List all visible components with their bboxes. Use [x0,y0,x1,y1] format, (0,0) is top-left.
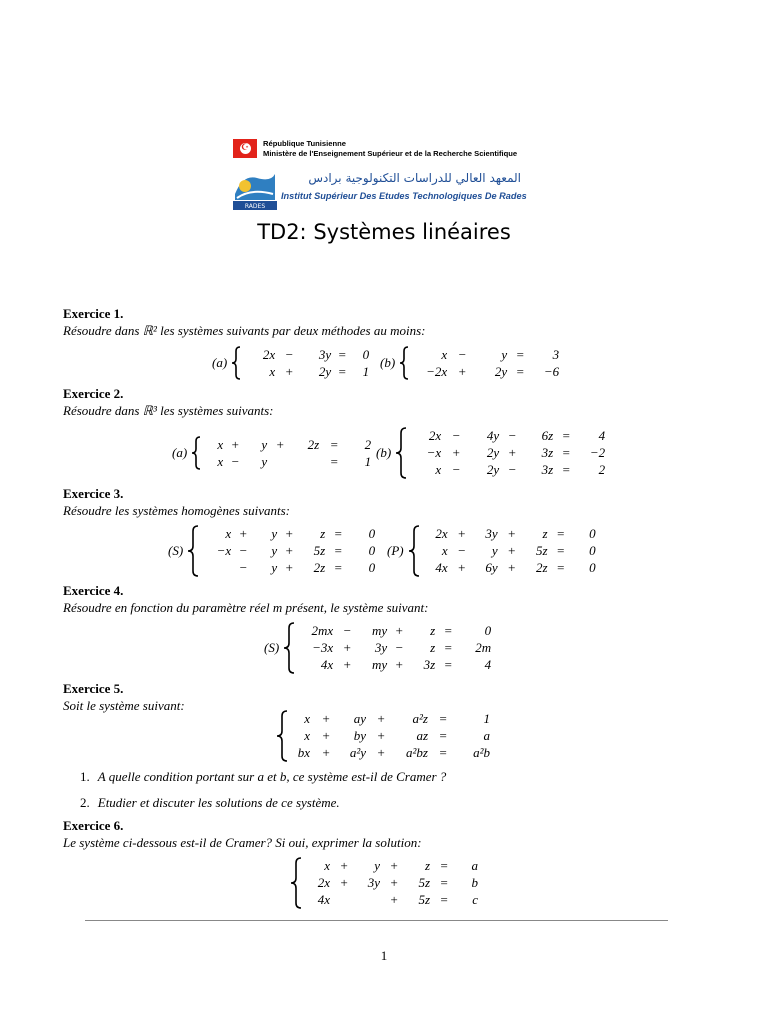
equation-term: + [389,858,399,873]
equation-row [294,711,490,728]
equation-term: = [438,711,448,726]
ex5-question-2 [80,795,340,811]
equation-term: 5z [418,892,430,907]
left-brace-icon [231,346,241,380]
item-number: 2. [80,795,90,810]
document-header [233,138,533,210]
equation-term: 3z [423,657,436,672]
equation-term: 0 [368,543,376,558]
equation-term: − [457,346,467,362]
equation-term: z [424,858,430,873]
equation-term: − [451,462,461,477]
equation-row [294,728,490,745]
ex5-question-1 [80,769,446,785]
equation-term: + [321,728,331,743]
equation-row [426,560,596,577]
equation-term: 4x [317,892,330,907]
equation-row [413,445,605,462]
equation-term: x [435,462,442,477]
equation-term: 2mx [311,623,334,638]
equation-term: c [472,892,478,907]
equation-term: 3y [374,640,388,655]
equation-term: 3y [318,346,332,362]
equation-term: 0 [484,623,492,638]
equation-term: + [507,526,516,541]
left-brace-icon [408,525,420,577]
institute-arabic-name: المعهد العالي للدراسات التكنولوجية برادس [308,171,521,185]
equation-term: 1 [362,363,370,379]
equation-row [247,346,369,363]
equation-row [413,428,605,445]
equation-term: − [238,543,248,558]
equation-row [413,462,605,479]
equations-table [207,436,371,470]
ex6-system [290,857,478,909]
equation-term: 2x [262,346,276,362]
equation-term: = [333,543,343,558]
equation-term: x [441,346,448,362]
equation-term: y [491,543,498,558]
equation-row [415,346,559,363]
equation-term: 3 [552,346,560,362]
equation-term: = [439,875,449,890]
equation-term: = [561,462,571,477]
institute-name: Institut Supérieur Des Etudes Technologiques De Rades [281,191,527,201]
equation-term: + [230,436,240,452]
equation-term: 2y [494,363,508,379]
equation-term: = [443,640,453,655]
iset-logo-icon [233,170,277,210]
equation-term: + [339,875,349,890]
equation-term: 0 [368,560,376,575]
equation-term: a²b [473,745,490,760]
equation-term: + [389,875,399,890]
equation-term: −6 [543,363,560,379]
equation-row [301,623,491,640]
equation-term: bx [297,745,310,760]
equation-term: −2 [589,445,606,460]
equation-term: a²z [412,711,428,726]
equation-term: − [394,640,404,655]
equation-term: 1 [483,711,490,726]
equation-row [301,657,491,674]
exercise-1-text: Résoudre dans ℝ² les systèmes suivants par deux méthodes au moins: [63,323,426,338]
equation-term: 5z [418,875,430,890]
equation-term: a [471,858,478,873]
equation-term: + [507,560,516,575]
system-label: (b) [376,445,392,460]
equation-term: z [430,640,436,655]
equation-term: 0 [362,346,370,362]
equation-term: x [324,858,330,873]
equation-term: my [372,623,388,638]
equation-term: 2m [475,640,492,655]
equation-term: 0 [589,526,596,541]
equation-term: + [394,657,404,672]
equation-term: a²y [349,745,366,760]
exercise-3-title: Exercice 3. [63,486,124,501]
equation-term: − [507,462,517,477]
equation-term: ay [353,711,366,726]
exercise-1-title: Exercice 1. [63,306,124,321]
equation-term: y [271,560,278,575]
exercise-2-text: Résoudre dans ℝ³ les systèmes suivants: [63,403,274,418]
equation-term: = [337,346,347,362]
equations-table [205,526,375,577]
equation-term [267,453,293,470]
equation-term: x [269,363,276,379]
equation-term: 4x [320,657,334,672]
equation-term [293,453,319,470]
equation-term: + [389,892,399,907]
equation-term: 4 [484,657,492,672]
equations-table [413,428,605,479]
equation-term: = [443,623,453,638]
equation-row [308,875,478,892]
equation-term: 0 [368,526,376,541]
equation-term: = [438,728,448,743]
equation-row [308,858,478,875]
equation-term: 2x [428,428,442,443]
equation-term: y [271,526,278,541]
equation-term: + [284,560,294,575]
equation-term: −2x [426,363,448,379]
equation-term: = [439,858,449,873]
exercise-5-title: Exercice 5. [63,681,124,696]
equation-term: 2y [486,462,500,477]
equation-row [207,453,371,470]
equation-term: = [556,526,565,541]
equation-term: y [501,346,508,362]
ministry-text: Ministère de l'Enseignement Supérieur et de la Recherche Scientifique [263,149,518,158]
ex2-system-b [376,427,605,479]
equation-term: y [261,436,268,452]
equation-row [205,526,375,543]
equations-table [415,346,559,380]
equation-term: 2x [317,875,330,890]
equation-term: + [457,363,467,379]
equation-term: + [394,623,404,638]
equation-term: −3x [312,640,334,655]
equation-term: = [333,560,343,575]
equation-term: y [261,453,268,469]
item-text: Etudier et discuter les solutions de ce système. [97,795,340,810]
equation-term: + [284,363,294,379]
equation-term [205,560,231,577]
equation-term: 0 [589,560,596,575]
equation-term: + [284,526,294,541]
exercise-4-text: Résoudre en fonction du paramètre réel m présent, le système suivant: [63,600,429,615]
system-label: (b) [380,355,396,370]
equation-term: + [451,445,461,460]
equation-term: x [304,711,310,726]
equation-term: + [376,728,386,743]
equation-term: x [217,436,224,452]
equation-term: 6z [541,428,554,443]
equation-term: = [561,445,571,460]
equation-term: x [441,543,448,558]
equation-term: 3y [485,526,498,541]
equation-term: 0 [589,543,596,558]
equation-term: = [333,526,343,541]
equation-term: + [339,858,349,873]
equation-term: 1 [364,453,372,469]
logo-text: RADES [244,203,266,210]
equations-table [247,346,369,380]
equation-term: + [507,543,516,558]
system-label: (a) [212,355,228,370]
republic-text: République Tunisienne [263,139,346,148]
equation-row [205,560,375,577]
equation-row [308,892,478,909]
equation-row [301,640,491,657]
equation-term: = [515,363,525,379]
equation-term: − [342,623,352,638]
equation-term: + [376,711,386,726]
system-label: (S) [168,543,184,558]
equation-term: = [438,745,448,760]
equation-term: 4y [486,428,500,443]
equation-term: z [430,623,436,638]
exercise-4-title: Exercice 4. [63,583,124,598]
equation-term: = [337,363,347,379]
equation-term: − [457,543,466,558]
equation-term: = [561,428,571,443]
equation-term: = [515,346,525,362]
ex1-system-b [380,346,559,380]
ex5-system [276,710,490,762]
ex3-system-p [387,525,596,577]
left-brace-icon [283,622,295,674]
equation-term: − [238,560,248,575]
equation-term: az [416,728,428,743]
item-number: 1. [80,769,90,784]
equation-term: b [471,875,478,890]
equation-term: 5z [313,543,326,558]
left-brace-icon [187,525,199,577]
ex2-system-a [172,436,371,470]
equation-term: 3z [541,445,554,460]
equation-term: 2 [598,462,606,477]
equation-term: − [507,428,517,443]
equation-term: x [225,526,232,541]
equation-term: + [376,745,386,760]
equation-term: + [275,436,285,452]
equation-term: x [304,728,310,743]
item-text: A quelle condition portant sur a et b, ce système est-il de Cramer ? [97,769,447,784]
page-title: TD2: Systèmes linéaires [257,220,511,244]
equation-term: 5z [536,543,548,558]
exercise-6-title: Exercice 6. [63,818,124,833]
exercise-3-text: Résoudre les systèmes homogènes suivants: [63,503,290,518]
equation-term: = [556,543,565,558]
equation-row [247,363,369,380]
equation-term: + [457,560,466,575]
equation-term: + [342,657,352,672]
equation-term [358,892,380,909]
tunisia-flag-icon: ☪ [233,139,257,158]
equation-term: = [443,657,453,672]
equation-term: my [372,657,388,672]
system-label: (a) [172,445,188,460]
footer-divider [85,920,668,921]
equation-term: 2y [486,445,500,460]
exercise-2-title: Exercice 2. [63,386,124,401]
equations-table [294,711,490,762]
equation-term: 2 [364,436,372,452]
equation-term: by [353,728,366,743]
equation-term: = [329,453,339,469]
equations-table [301,623,491,674]
equation-term: 4 [598,428,606,443]
exercise-6-text: Le système ci-dessous est-il de Cramer? Si oui, exprimer la solution: [63,835,422,850]
equation-term: 6y [485,560,498,575]
equation-term: + [321,745,331,760]
equations-table [426,526,596,577]
equation-row [207,436,371,453]
left-brace-icon [290,857,302,909]
equation-term: = [329,436,339,452]
equation-row [426,543,596,560]
equation-term: = [439,892,449,907]
system-label: (S) [264,640,280,655]
equation-term [330,892,358,909]
equation-term: −x [216,543,232,558]
equation-term: 2y [318,363,332,379]
left-brace-icon [399,346,409,380]
left-brace-icon [395,427,407,479]
equation-term: y [271,543,278,558]
left-brace-icon [276,710,288,762]
equation-term: 3z [541,462,554,477]
equation-term: − [451,428,461,443]
equation-term: 2z [313,560,326,575]
equation-term: + [321,711,331,726]
page-number: 1 [380,948,388,963]
equation-term: 2x [435,526,448,541]
equation-row [294,745,490,762]
equation-term: z [542,526,548,541]
left-brace-icon [191,436,201,470]
republic-ministry-text [263,139,517,159]
equation-term: + [507,445,517,460]
equation-term: 3y [367,875,380,890]
equation-term: −x [426,445,442,460]
equation-term: 2z [536,560,548,575]
equation-term: − [230,453,240,469]
equation-term: a [483,728,490,743]
equation-term: = [556,560,565,575]
equation-term: 2z [307,436,320,452]
exercise-5-text: Soit le système suivant: [63,698,185,713]
equation-term: x [217,453,224,469]
equation-row [426,526,596,543]
ex3-system-s [168,525,375,577]
equation-row [205,543,375,560]
equation-row [415,363,559,380]
equation-term: + [238,526,248,541]
equation-term: + [457,526,466,541]
equation-term: a²bz [406,745,428,760]
equations-table [308,858,478,909]
equation-term: 4x [435,560,448,575]
equation-term: − [284,346,294,362]
ex4-system [264,622,491,674]
equation-term: + [284,543,294,558]
equation-term: y [374,858,380,873]
system-label: (P) [387,543,404,558]
equation-term: z [320,526,326,541]
ex1-system-a [212,346,369,380]
equation-term: + [342,640,352,655]
